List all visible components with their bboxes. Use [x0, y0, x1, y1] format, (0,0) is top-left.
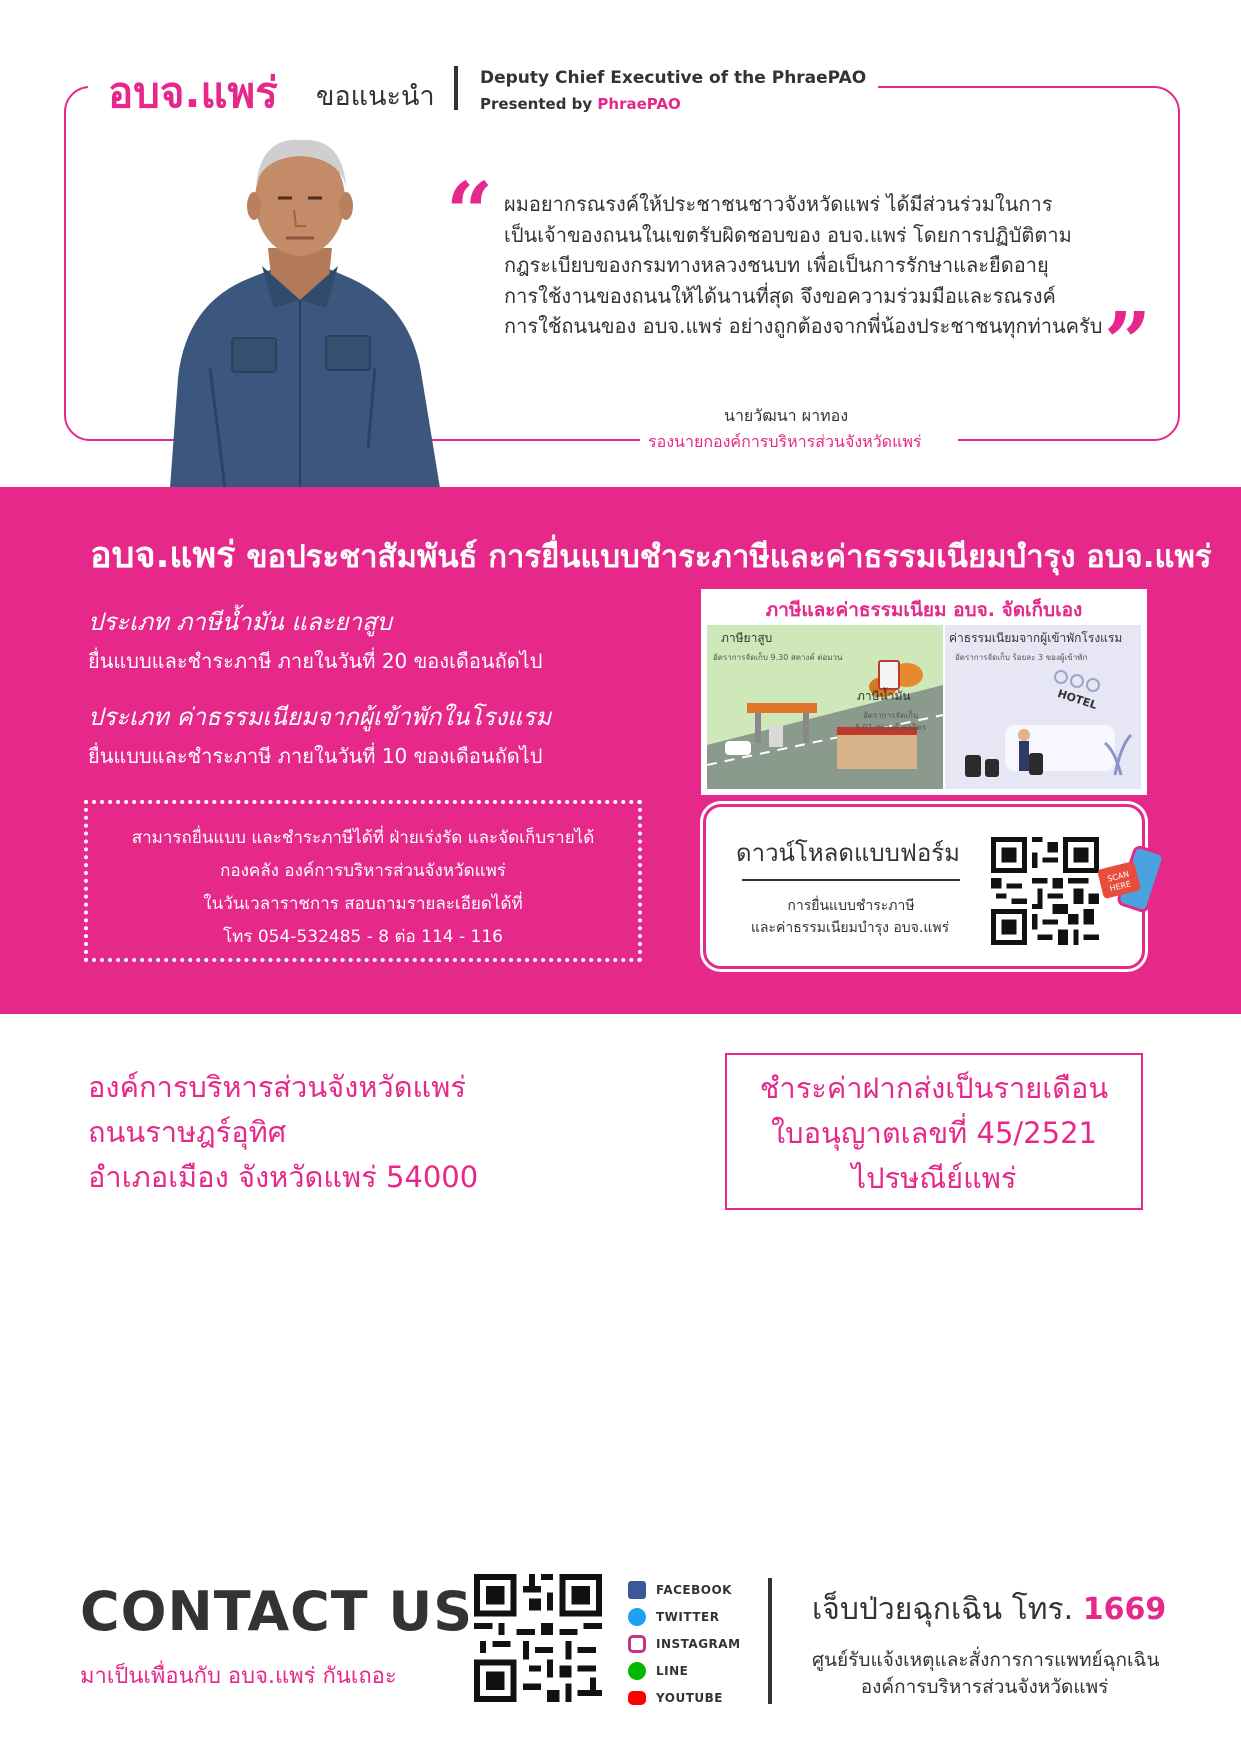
- social-link-youtube[interactable]: [628, 1684, 741, 1711]
- postage-permit-box: [725, 1053, 1143, 1210]
- postage-line: ไปรษณีย์แพร่: [851, 1161, 1017, 1195]
- download-divider: [742, 879, 960, 881]
- social-link-instagram[interactable]: [628, 1630, 741, 1657]
- oil-rate: อัตราการจัดเก็บ: [863, 711, 918, 720]
- band-title-lead: อบจ.แพร่: [90, 535, 236, 576]
- download-qr-code-icon[interactable]: [991, 837, 1099, 945]
- oil-rate: 5.01 สตางค์ ต่อลิตร: [855, 723, 927, 732]
- header-brand: อบจ.แพร่: [108, 68, 278, 117]
- tobacco-label: ภาษียาสูบ: [721, 631, 773, 645]
- quote-line: กฎระเบียบของกรมทางหลวงชนบท เพื่อเป็นการรักษาและยืดอายุ: [504, 253, 1049, 277]
- header-english-title: Deputy Chief Executive of the PhraePAO: [480, 68, 867, 88]
- tax-type-title: ประเภท ภาษีน้ำมัน และยาสูบ: [88, 608, 392, 636]
- contact-phone: โทร 054-532485 - 8 ต่อ 114 - 116: [222, 927, 503, 947]
- quote-text: [504, 189, 1104, 342]
- gas-station-icon: [707, 625, 943, 789]
- tobacco-rate: อัตราการจัดเก็บ 9.30 สตางค์ ต่อมวน: [713, 653, 843, 662]
- signer-name: นายวัฒนา ผาทอง: [724, 406, 849, 425]
- hotel-sign: HOTEL: [1055, 687, 1099, 712]
- address-line: องค์การบริหารส่วนจังหวัดแพร่: [88, 1070, 466, 1104]
- quote-line: การใช้ถนนของ อบจ.แพร่ อย่างถูกต้องจากพี่น้องประชาชนทุกท่านครับ: [504, 314, 1103, 338]
- signer-position: รองนายกองค์การบริหารส่วนจังหวัดแพร่: [648, 432, 922, 451]
- header-presented-by: [480, 95, 681, 113]
- tax-info-title: ภาษีและค่าธรรมเนียม อบจ. จัดเก็บเอง: [765, 599, 1083, 621]
- hotel-label: ค่าธรรมเนียมจากผู้เข้าพักโรงแรม: [949, 631, 1123, 645]
- scan-label: HERE: [1108, 879, 1133, 894]
- quote-line: เป็นเจ้าของถนนในเขตรับผิดชอบของ อบจ.แพร่ โดยการปฏิบัติตาม: [504, 222, 1072, 247]
- social-links: [628, 1576, 741, 1711]
- band-title-rest: ขอประชาสัมพันธ์ การยื่นแบบชำระภาษีและค่าธรรมเนียมบำรุง อบจ.แพร่: [246, 539, 1212, 575]
- hotel-rate: อัตราการจัดเก็บ ร้อยละ 3 ของผู้เข้าพัก: [955, 653, 1088, 662]
- instagram-icon: [628, 1635, 646, 1653]
- contact-line: กองคลัง องค์การบริหารส่วนจังหวัดแพร่: [220, 861, 506, 881]
- social-label: YOUTUBE: [656, 1690, 723, 1705]
- download-subtitle: การยื่นแบบชำระภาษี: [787, 898, 915, 914]
- header-divider: [454, 66, 458, 110]
- quote-close-mark: ”: [1104, 295, 1152, 391]
- social-link-twitter[interactable]: [628, 1603, 741, 1630]
- emergency-org: องค์การบริหารส่วนจังหวัดแพร่: [860, 1676, 1109, 1698]
- quote-line: การใช้งานของถนนให้ได้นานที่สุด จึงขอความร่วมมือและรณรงค์: [504, 283, 1056, 308]
- tax-type-desc: ยื่นแบบและชำระภาษี ภายในวันที่ 20 ของเดือนถัดไป: [88, 649, 543, 673]
- social-label: TWITTER: [656, 1609, 720, 1624]
- contact-line: สามารถยื่นแบบ และชำระภาษีได้ที่ ฝ่ายเร่งรัด และจัดเก็บรายได้: [131, 828, 595, 848]
- phone-scan-icon: [1098, 843, 1168, 923]
- person-photo: [150, 128, 440, 488]
- address-line: อำเภอเมือง จังหวัดแพร่ 54000: [88, 1160, 479, 1194]
- twitter-icon: [628, 1608, 646, 1626]
- social-link-line[interactable]: [628, 1657, 741, 1684]
- emergency-number[interactable]: 1669: [1082, 1592, 1167, 1627]
- presented-brand: PhraePAO: [597, 95, 681, 113]
- band-title: [90, 526, 1212, 583]
- facebook-icon: [628, 1581, 646, 1599]
- social-label: LINE: [656, 1663, 689, 1678]
- oil-label: ภาษีน้ำมัน: [857, 689, 911, 703]
- tax-type-desc: ยื่นแบบและชำระภาษี ภายในวันที่ 10 ของเดือนถัดไป: [88, 744, 543, 768]
- social-label: INSTAGRAM: [656, 1636, 741, 1651]
- contact-tagline: มาเป็นเพื่อนกับ อบจ.แพร่ กันเถอะ: [80, 1664, 397, 1689]
- download-subtitle: และค่าธรรมเนียมบำรุง อบจ.แพร่: [750, 920, 950, 936]
- postage-line: ชำระค่าฝากส่งเป็นรายเดือน: [759, 1071, 1109, 1105]
- postage-line: ใบอนุญาตเลขที่ 45/2521: [771, 1116, 1097, 1150]
- social-link-facebook[interactable]: [628, 1576, 741, 1603]
- scan-label: SCAN: [1106, 869, 1131, 884]
- header-intro: ขอแนะนำ: [316, 81, 435, 112]
- presented-prefix: Presented by: [480, 95, 593, 113]
- youtube-icon: [628, 1691, 646, 1705]
- address-line: ถนนราษฎร์อุทิศ: [88, 1115, 287, 1149]
- emergency-title: [812, 1586, 1166, 1633]
- footer-divider: [768, 1578, 772, 1704]
- footer-qr-code-icon[interactable]: [474, 1574, 602, 1702]
- social-label: FACEBOOK: [656, 1582, 732, 1597]
- tax-info-card: [701, 589, 1147, 795]
- tobacco-oil-illustration: [707, 625, 943, 789]
- line-icon: [628, 1662, 646, 1680]
- download-form-card[interactable]: [703, 804, 1145, 969]
- quote-open-mark: “: [446, 165, 494, 261]
- emergency-center: ศูนย์รับแจ้งเหตุและสั่งการการแพทย์ฉุกเฉิน: [812, 1649, 1160, 1671]
- quote-line: ผมอยากรณรงค์ให้ประชาชนชาวจังหวัดแพร่ ได้มีส่วนร่วมในการ: [504, 192, 1053, 216]
- hotel-reception-icon: [945, 625, 1141, 789]
- emergency-prefix: เจ็บป่วยฉุกเฉิน โทร.: [812, 1592, 1074, 1627]
- payment-contact-box: [84, 800, 642, 962]
- contact-title: CONTACT US: [80, 1580, 474, 1643]
- hotel-illustration: [945, 625, 1141, 789]
- download-title: ดาวน์โหลดแบบฟอร์ม: [736, 839, 961, 867]
- tax-type-title: ประเภท ค่าธรรมเนียมจากผู้เข้าพักในโรงแรม: [88, 703, 552, 731]
- contact-line: ในวันเวลาราชการ สอบถามรายละเอียดได้ที่: [203, 894, 523, 914]
